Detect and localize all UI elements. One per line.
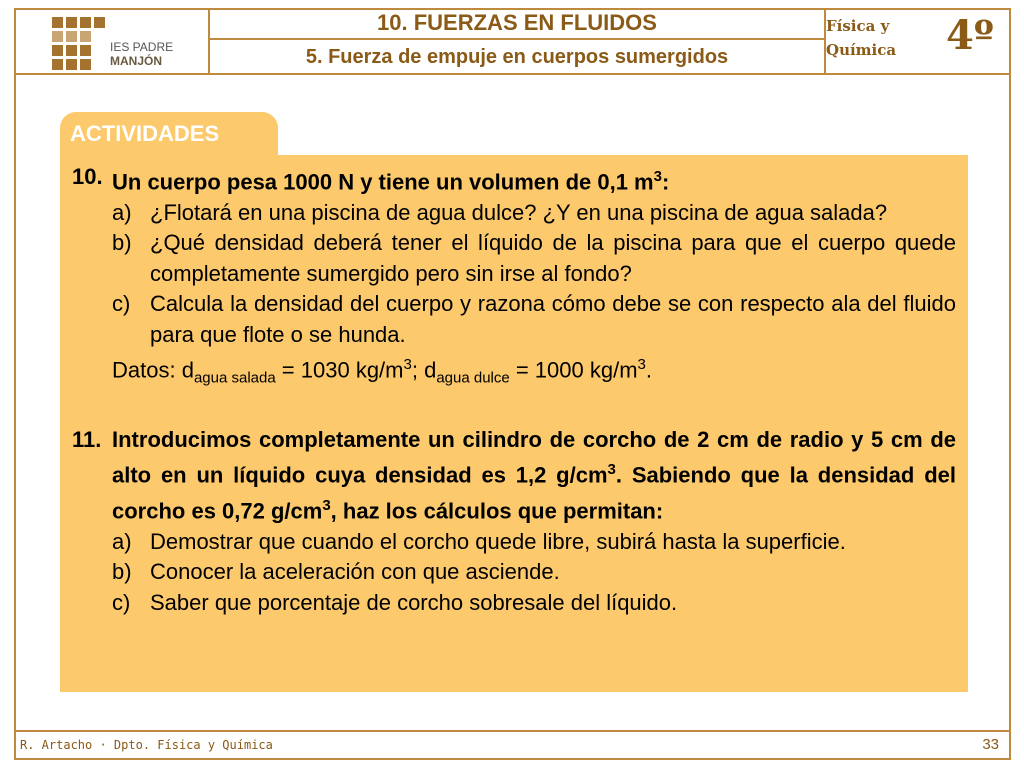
item-label: c) xyxy=(112,589,131,615)
course-label: 4º xyxy=(946,12,994,59)
question-11-a xyxy=(112,527,956,558)
footer-author: R. Artacho · Dpto. Física y Química xyxy=(20,738,273,752)
logo-grid-icon xyxy=(52,17,104,69)
question-11 xyxy=(72,425,956,527)
item-label: b) xyxy=(112,559,132,585)
item-label: c) xyxy=(112,291,131,317)
question-number: 10. xyxy=(72,164,103,189)
title-block xyxy=(210,8,826,73)
item-text: ¿Qué densidad deberá tener el líquido de la piscina para que el cuerpo quede completamente sumergido pero sin irse al fondo? xyxy=(150,230,956,286)
item-label: b) xyxy=(112,230,132,256)
question-10-a xyxy=(112,198,956,229)
question-11-c xyxy=(112,588,956,619)
question-10-c xyxy=(112,289,956,350)
item-text: ¿Flotará en una piscina de agua dulce? ¿Y en una piscina de agua salada? xyxy=(150,199,888,225)
page-number: 33 xyxy=(982,736,999,753)
item-label: a) xyxy=(112,528,132,554)
item-text: Demostrar que cuando el corcho quede libre, subirá hasta la superficie. xyxy=(150,528,846,554)
item-text: Calcula la densidad del cuerpo y razona cómo debe se con respecto ala del fluido para que flote o se hunda. xyxy=(150,291,956,347)
slide-footer xyxy=(14,730,1011,760)
activities-content xyxy=(72,162,956,618)
subject-line2: Química xyxy=(826,41,897,59)
item-label: a) xyxy=(112,199,132,225)
question-11-b xyxy=(112,557,956,588)
question-10-data: Datos: $d_{agua salada} = 1030$ $kg/m^3$; $d_{agua dulce} = 1000$ $kg/m^3$. xyxy=(112,356,652,388)
item-text: Saber que porcentaje de corcho sobresale del líquido. xyxy=(150,589,678,615)
unit-title: 10. FUERZAS EN FLUIDOS xyxy=(210,8,824,40)
subject-label xyxy=(826,14,896,62)
question-text: Un cuerpo pesa 1000 N y tiene un volumen de 0,1 $m^3$: xyxy=(112,168,670,195)
question-10-b xyxy=(112,228,956,289)
question-10 xyxy=(72,162,956,198)
activities-tab-label: ACTIVIDADES xyxy=(70,121,220,146)
logo-text-line2: MANJÓN xyxy=(110,54,163,68)
school-logo xyxy=(14,8,210,73)
question-text: Introducimos completamente un cilindro de corcho de 2 cm de radio y 5 cm de alto en un líquido cuya densidad es 1,2 $g/cm^3$. Sabiendo que la densidad del corcho es 0,72 $g/cm^3$, haz los cálculos que permitan: xyxy=(112,426,956,524)
subject-line1: Física y xyxy=(826,17,890,35)
activities-tab xyxy=(60,112,278,156)
question-number: 11. xyxy=(72,426,102,452)
section-title: 5. Fuerza de empuje en cuerpos sumergidos xyxy=(305,46,729,68)
logo-text-line1: IES PADRE xyxy=(110,40,174,54)
item-text: Conocer la aceleración con que asciende. xyxy=(150,559,560,585)
